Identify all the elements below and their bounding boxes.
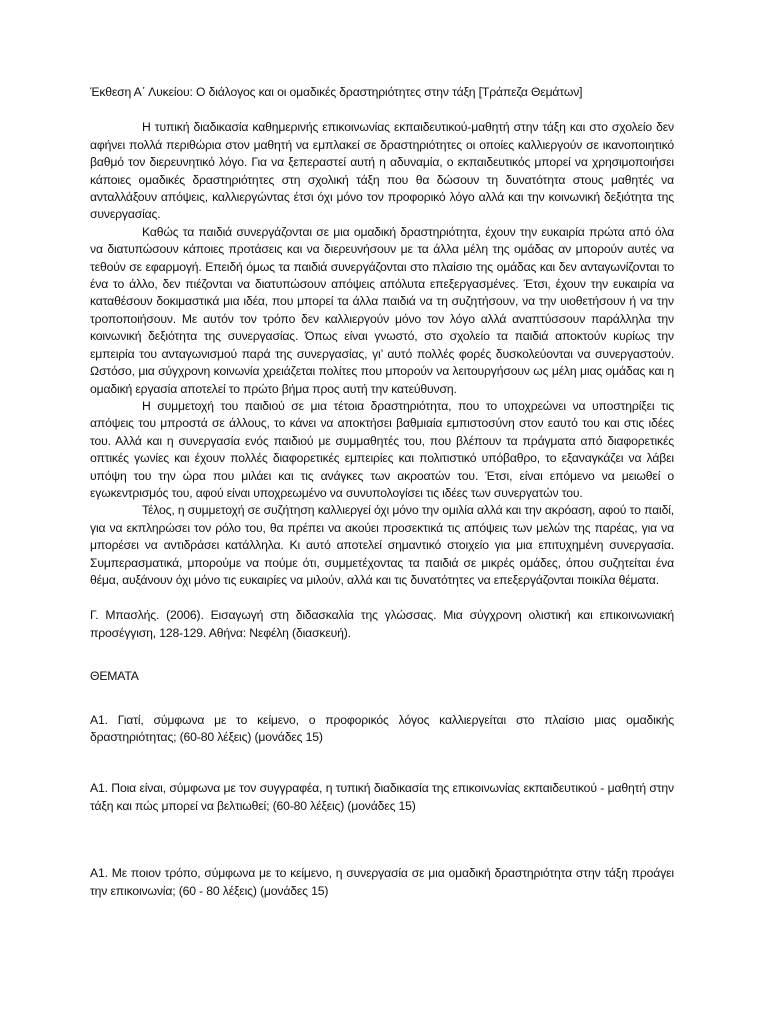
question-3: Α1. Με ποιον τρόπο, σύμφωνα με το κείμενο, η συνεργασία σε μια ομαδική δραστηριότητα στην τάξη προάγει την επικοινωνία; (60 - 80 λέξεις) (μονάδες 15) [90,866,674,898]
body-paragraph-3: Η συμμετοχή του παιδιού σε μια τέτοια δραστηριότητα, που το υποχρεώνει να υποστηρίξει τις απόψεις του μπροστά σε άλλους, το κάνει να αποκτήσει βαθμιαία εμπιστοσύνη στον εαυτό του και στις ιδέες του. Αλλά και η συνεργασία ενός παιδιού με συμμαθητές του, που βλέπουν τα πράγματα από διαφορετικές οπτικές γωνίες και έχουν πολλές διαφορετικές εμπειρίες και πολιτιστικό υπόβαθρο, το εξαναγκάζει να λάβει υπόψη του την ώρα που μιλάει και τις ανάγκες των ακροατών του. Έτσι, είναι επόμενο να μειωθεί ο εγωκεντρισμός του, αφού είναι υποχρεωμένο να συνυπολογίσει τις ιδέες των συνεργατών του. [90,398,674,500]
document-title: Έκθεση Α΄ Λυκείου: Ο διάλογος και οι ομαδικές δραστηριότητες στην τάξη [Τράπεζα Θεμάτων] [90,85,583,99]
source-citation: Γ. Μπασλής. (2006). Εισαγωγή στη διδασκαλία της γλώσσας. Μια σύγχρονη ολιστική και επικοινωνιακή προσέγγιση, 128-129. Αθήνα: Νεφέλη (διασκευή). [90,608,674,640]
topics-heading: ΘΕΜΑΤΑ [90,669,139,684]
body-paragraph-2: Καθώς τα παιδιά συνεργάζονται σε μια ομαδική δραστηριότητα, έχουν την ευκαιρία πρώτα από όλα να διατυπώσουν κάποιες προτάσεις και να διερευνήσουν με τα άλλα μέλη της ομάδας αν μπορούν αυτές να τεθούν σε εφαρμογή. Επειδή όμως τα παιδιά συνεργάζονται στο πλαίσιο της ομάδας και δεν ανταγωνίζονται το ένα το άλλο, δεν πιέζονται να διατυπώσουν απόψεις απόλυτα επεξεργασμένες. Έτσι, έχουν την ευκαιρία να καταθέσουν δοκιμαστικά μια ιδέα, που μπορεί τα άλλα παιδιά να τη συζητήσουν, να την υιοθετήσουν ή να την τροποποιήσουν. Με αυτόν τον τρόπο δεν καλλιεργούν μόνο τον λόγο αλλά αναπτύσσουν παράλληλα την κοινωνική δεξιότητα της συνεργασίας. Όπως είναι γνωστό, στο σχολείο τα παιδιά αποκτούν κυρίως την εμπειρία του ανταγωνισμού παρά της συνεργασίας, γι’ αυτό πολλές φορές δυσκολεύονται να συνεργαστούν. Ωστόσο, μια σύγχρονη κοινωνία χρειάζεται πολίτες που μπορούν να λειτουργήσουν ως μέλη μιας ομάδας και η ομαδική εργασία αποτελεί το πρώτο βήμα προς αυτή την κατεύθυνση. [90,224,674,396]
question-1: Α1. Γιατί, σύμφωνα με το κείμενο, ο προφορικός λόγος καλλιεργείται στο πλαίσιο μιας ομαδικής δραστηριότητας; (60-80 λέξεις) (μονάδες 15) [90,712,674,744]
document-page [90,84,674,900]
body-paragraph-4: Τέλος, η συμμετοχή σε συζήτηση καλλιεργεί όχι μόνο την ομιλία αλλά και την ακρόαση, αφού το παιδί, για να εκπληρώσει τον ρόλο του, θα πρέπει να ακούει προσεκτικά τις απόψεις των μελών της παρέας, για να μπορέσει να αντιδράσει κατάλληλα. Κι αυτό αποτελεί σημαντικό στοιχείο για μια επιτυχημένη συνεργασία. Συμπερασματικά, μπορούμε να πούμε ότι, συμμετέχοντας τα παιδιά σε μικρές ομάδες, όπου συζητείται ένα θέμα, αυξάνουν όχι μόνο τις ευκαιρίες να μιλούν, αλλά και τις δυνατότητες να επεξεργάζονται ποικίλα θέματα. [90,503,674,587]
body-paragraph-1: Η τυπική διαδικασία καθημερινής επικοινωνίας εκπαιδευτικού-μαθητή στην τάξη και στο σχολείο δεν αφήνει πολλά περιθώρια στον μαθητή να εμπλακεί σε δραστηριότητες οι οποίες καλλιεργούν σε ικανοποιητικό βαθμό τον διερευνητικό λόγο. Για να ξεπεραστεί αυτή η αδυναμία, ο εκπαιδευτικός μπορεί να χρησιμοποιήσει κάποιες ομαδικές δραστηριότητες στη σχολική τάξη που θα δώσουν τη δυνατότητα στους μαθητές να ανταλλάξουν απόψεις, καλλιεργώντας έτσι όχι μόνο τον προφορικό λόγο αλλά και την κοινωνική δεξιότητα της συνεργασίας. [90,120,674,222]
question-2: Α1. Ποια είναι, σύμφωνα με τον συγγραφέα, η τυπική διαδικασία της επικοινωνίας εκπαιδευτικού - μαθητή στην τάξη και πώς μπορεί να βελτιωθεί; (60-80 λέξεις) (μονάδες 15) [90,781,674,813]
